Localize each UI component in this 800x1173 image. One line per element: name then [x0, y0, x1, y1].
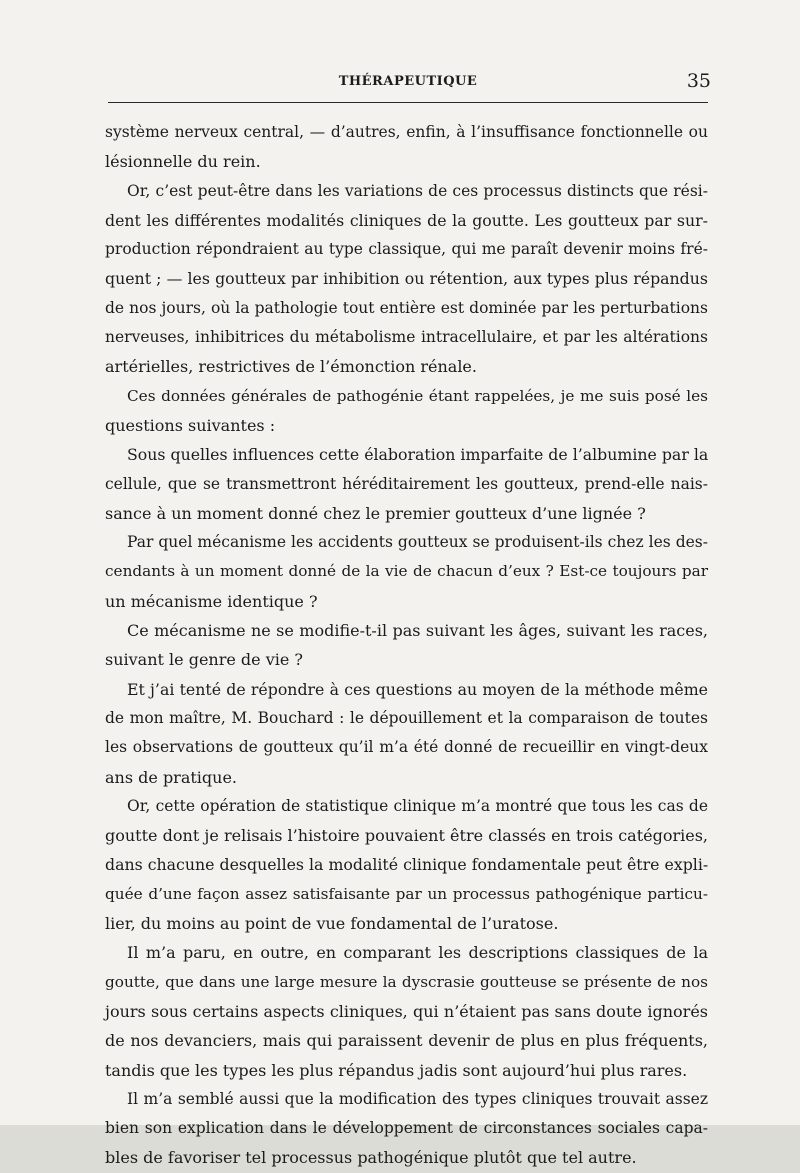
text-line: jours sous certains aspects cliniques, qui n’étaient pas sans doute ignorés	[105, 1001, 708, 1021]
text-line: Par quel mécanisme les accidents goutteux se produisent-ils chez les des-	[127, 533, 708, 552]
text-line: un mécanisme identique ?	[105, 591, 318, 611]
paragraph	[105, 616, 708, 675]
text-line: Or, c’est peut-être dans les variations de ces processus distincts que rési-	[127, 181, 708, 200]
paragraph	[105, 118, 708, 177]
paragraph	[105, 792, 708, 938]
text-line: Ces données générales de pathogénie étant rappelées, je me suis posé les	[127, 386, 708, 405]
text-line: cellule, que se transmettront héréditairement les goutteux, prend-elle nais-	[105, 474, 708, 493]
text-line: système nerveux central, — d’autres, enfin, à l’insuffisance fonctionnelle ou	[105, 123, 708, 141]
text-line: ans de pratique.	[105, 767, 238, 787]
text-line: nerveuses, inhibitrices du métabolisme intracellulaire, et par les altérations	[105, 328, 708, 347]
paragraph	[105, 177, 708, 382]
text-line: production répondraient au type classique, qui me paraît devenir moins fré-	[105, 240, 708, 259]
text-line: Or, cette opération de statistique clinique m’a montré que tous les cas de	[127, 796, 708, 815]
paragraph	[105, 1085, 708, 1173]
text-line: lésionnelle du rein.	[105, 152, 261, 172]
text-line: lier, du moins au point de vue fondamental de l’uratose.	[105, 914, 559, 934]
paragraph	[105, 440, 708, 528]
text-line: questions suivantes :	[105, 415, 276, 435]
text-line: sance à un moment donné chez le premier goutteux d’une lignée ?	[105, 503, 646, 523]
text-line: goutte, que dans une large mesure la dyscrasie goutteuse se présente de nos	[105, 972, 708, 991]
text-line: artérielles, restrictives de l’émonction rénale.	[105, 357, 477, 377]
text-line: Sous quelles influences cette élaboration imparfaite de l’albumine par la	[127, 445, 709, 465]
text-line: quée d’une façon assez satisfaisante par un processus pathogénique particu-	[105, 884, 708, 903]
paragraph	[105, 938, 708, 1084]
text-line: bien son explication dans le développement de circonstances sociales capa-	[105, 1119, 708, 1138]
text-line: suivant le genre de vie ?	[105, 650, 304, 670]
text-line: les observations de goutteux qu’il m’a été donné de recueillir en vingt-deux	[105, 738, 708, 757]
text-line: cendants à un moment donné de la vie de chacun d’eux ? Est-ce toujours par	[105, 562, 708, 581]
running-title: THÉRAPEUTIQUE	[338, 74, 478, 89]
text-line: dent les différentes modalités cliniques de la goutte. Les goutteux par sur-	[105, 210, 708, 230]
text-line: de nos jours, où la pathologie tout entière est dominée par les perturbations	[105, 298, 708, 317]
paragraph	[105, 528, 708, 616]
paragraph	[105, 675, 708, 792]
text-line: tandis que les types les plus répandus jadis sont aujourd’hui plus rares.	[105, 1060, 688, 1080]
text-line: dans chacune desquelles la modalité clinique fondamentale peut être expli-	[105, 855, 709, 875]
header-rule	[108, 102, 708, 103]
paragraph	[105, 382, 708, 441]
text-line: Et j’ai tenté de répondre à ces questions au moyen de la méthode même	[127, 679, 708, 699]
text-line: quent ; — les goutteux par inhibition ou rétention, aux types plus répandus	[105, 269, 708, 289]
text-line: Il m’a semblé aussi que la modification des types cliniques trouvait assez	[127, 1089, 708, 1108]
text-line: bles de favoriser tel processus pathogénique plutôt que tel autre.	[105, 1148, 637, 1168]
text-line: de nos devanciers, mais qui paraissent devenir de plus en plus fréquents,	[105, 1031, 708, 1051]
running-head	[108, 62, 711, 104]
text-line: goutte dont je relisais l’histoire pouvaient être classés en trois catégories,	[105, 826, 708, 846]
text-line: Ce mécanisme ne se modifie-t-il pas suivant les âges, suivant les races,	[127, 621, 708, 641]
body-text	[105, 118, 708, 1173]
page-number: 35	[686, 70, 711, 92]
text-line: de mon maître, M. Bouchard : le dépouillement et la comparaison de toutes	[105, 708, 708, 727]
text-line: Il m’a paru, en outre, en comparant les descriptions classiques de la	[127, 943, 708, 963]
